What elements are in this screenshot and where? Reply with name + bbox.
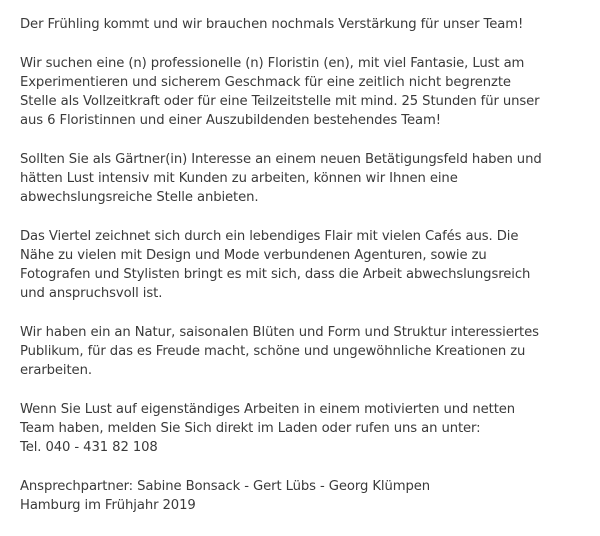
text-line: Publikum, für das es Freude macht, schöne und ungewöhnliche Kreationen zu [20, 344, 526, 359]
text-line: aus 6 Floristinnen und einer Auszubildenden bestehendes Team! [20, 113, 441, 128]
position-description-paragraph [20, 54, 590, 130]
text-line: Wenn Sie Lust auf eigenständiges Arbeiten in einem motivierten und netten [20, 402, 516, 417]
text-line: hätten Lust intensiv mit Kunden zu arbeiten, können wir Ihnen eine [20, 171, 458, 186]
text-line: Nähe zu vielen mit Design und Mode verbundenen Agenturen, sowie zu [20, 248, 487, 263]
gardener-paragraph [20, 150, 590, 207]
text-line: Stelle als Vollzeitkraft oder für eine Teilzeitstelle mit mind. 25 Stunden für unser [20, 94, 540, 109]
phone-number: Tel. 040 - 431 82 108 [20, 440, 158, 455]
text-line: Sollten Sie als Gärtner(in) Interesse an einem neuen Betätigungsfeld haben und [20, 152, 542, 167]
text-line: Fotografen und Stylisten bringt es mit sich, dass die Arbeit abwechslungsreich [20, 267, 531, 282]
place-date: Hamburg im Frühjahr 2019 [20, 498, 196, 513]
job-posting-document [20, 15, 590, 515]
intro-paragraph [20, 15, 590, 34]
text-line: Das Viertel zeichnet sich durch ein lebendiges Flair mit vielen Cafés aus. Die [20, 229, 519, 244]
text-line: Experimentieren und sicherem Geschmack für eine zeitlich nicht begrenzte [20, 75, 511, 90]
text-line: Team haben, melden Sie Sich direkt im Laden oder rufen uns an unter: [20, 421, 481, 436]
contact-persons: Ansprechpartner: Sabine Bonsack - Gert Lübs - Georg Klümpen [20, 479, 431, 494]
text-line: Wir haben ein an Natur, saisonalen Blüten und Form und Struktur interessiertes [20, 325, 539, 340]
clientele-paragraph [20, 323, 590, 380]
text-line: Der Frühling kommt und wir brauchen nochmals Verstärkung für unser Team! [20, 17, 524, 32]
signature-paragraph [20, 477, 590, 515]
text-line: erarbeiten. [20, 363, 92, 378]
text-line: und anspruchsvoll ist. [20, 286, 163, 301]
text-line: Wir suchen eine (n) professionelle (n) Floristin (en), mit viel Fantasie, Lust am [20, 56, 525, 71]
neighborhood-paragraph [20, 227, 590, 303]
text-line: abwechslungsreiche Stelle anbieten. [20, 190, 259, 205]
contact-paragraph [20, 400, 590, 457]
